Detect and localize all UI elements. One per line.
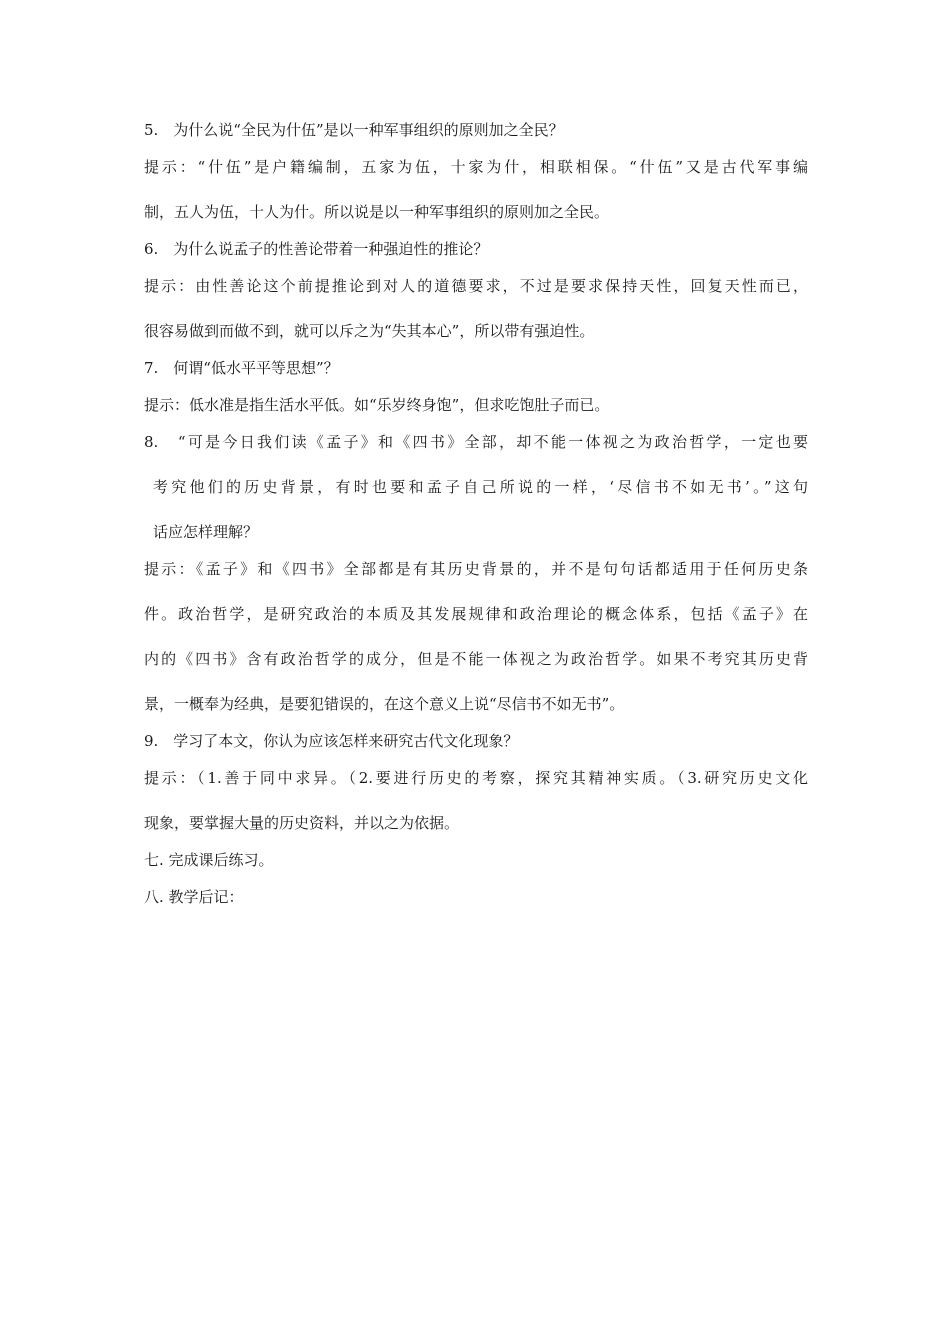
answer-6-line-1: 提示：由性善论这个前提推论到对人的道德要求，不过是要求保持天性，回复天性而已， [144,277,808,295]
answer-6-line-2: 很容易做到而做不到，就可以斥之为“失其本心”，所以带有强迫性。 [144,322,595,340]
answer-7: 提示：低水准是指生活水平低。如“乐岁终身饱”，但求吃饱肚子而已。 [144,396,610,414]
section-8-heading: 八. 教学后记： [144,888,244,906]
question-8-line-1: 8. “可是今日我们读《孟子》和《四书》全部，却不能一体视之为政治哲学，一定也要 [144,433,808,451]
answer-8-line-3: 内的《四书》含有政治哲学的成分，但是不能一体视之为政治哲学。如果不考究其历史背 [144,650,808,668]
answer-8-line-2: 件。政治哲学，是研究政治的本质及其发展规律和政治理论的概念体系，包括《孟子》在 [144,605,808,623]
section-7-heading: 七. 完成课后练习。 [144,851,274,869]
document-body [144,120,808,907]
question-7: 7. 何谓“低水平平等思想”？ [144,359,339,377]
question-5: 5. 为什么说“全民为什伍”是以一种军事组织的原则加之全民？ [144,121,564,139]
answer-5-line-2: 制，五人为伍，十人为什。所以说是以一种军事组织的原则加之全民。 [144,203,610,221]
answer-8-line-1: 提示：《孟子》和《四书》全部都是有其历史背景的，并不是句句话都适用于任何历史条 [144,560,808,578]
question-6: 6. 为什么说孟子的性善论带着一种强迫性的推论？ [144,240,489,258]
question-8-line-3: 话应怎样理解？ [153,523,259,541]
answer-5-line-1: 提示：“什伍”是户籍编制，五家为伍，十家为什，相联相保。“什伍”又是古代军事编 [144,158,808,176]
answer-9-line-1: 提示：（1.善于同中求异。（2.要进行历史的考察，探究其精神实质。（3.研究历史文化 [144,769,808,787]
answer-9-line-2: 现象，要掌握大量的历史资料，并以之为依据。 [144,814,460,832]
question-9: 9. 学习了本文，你认为应该怎样来研究古代文化现象？ [144,732,519,750]
question-8-line-2: 考究他们的历史背景，有时也要和孟子自己所说的一样，‘尽信书不如无书’。”这句 [153,478,808,496]
answer-8-line-4: 景，一概奉为经典，是要犯错误的，在这个意义上说“尽信书不如无书”。 [144,695,625,713]
